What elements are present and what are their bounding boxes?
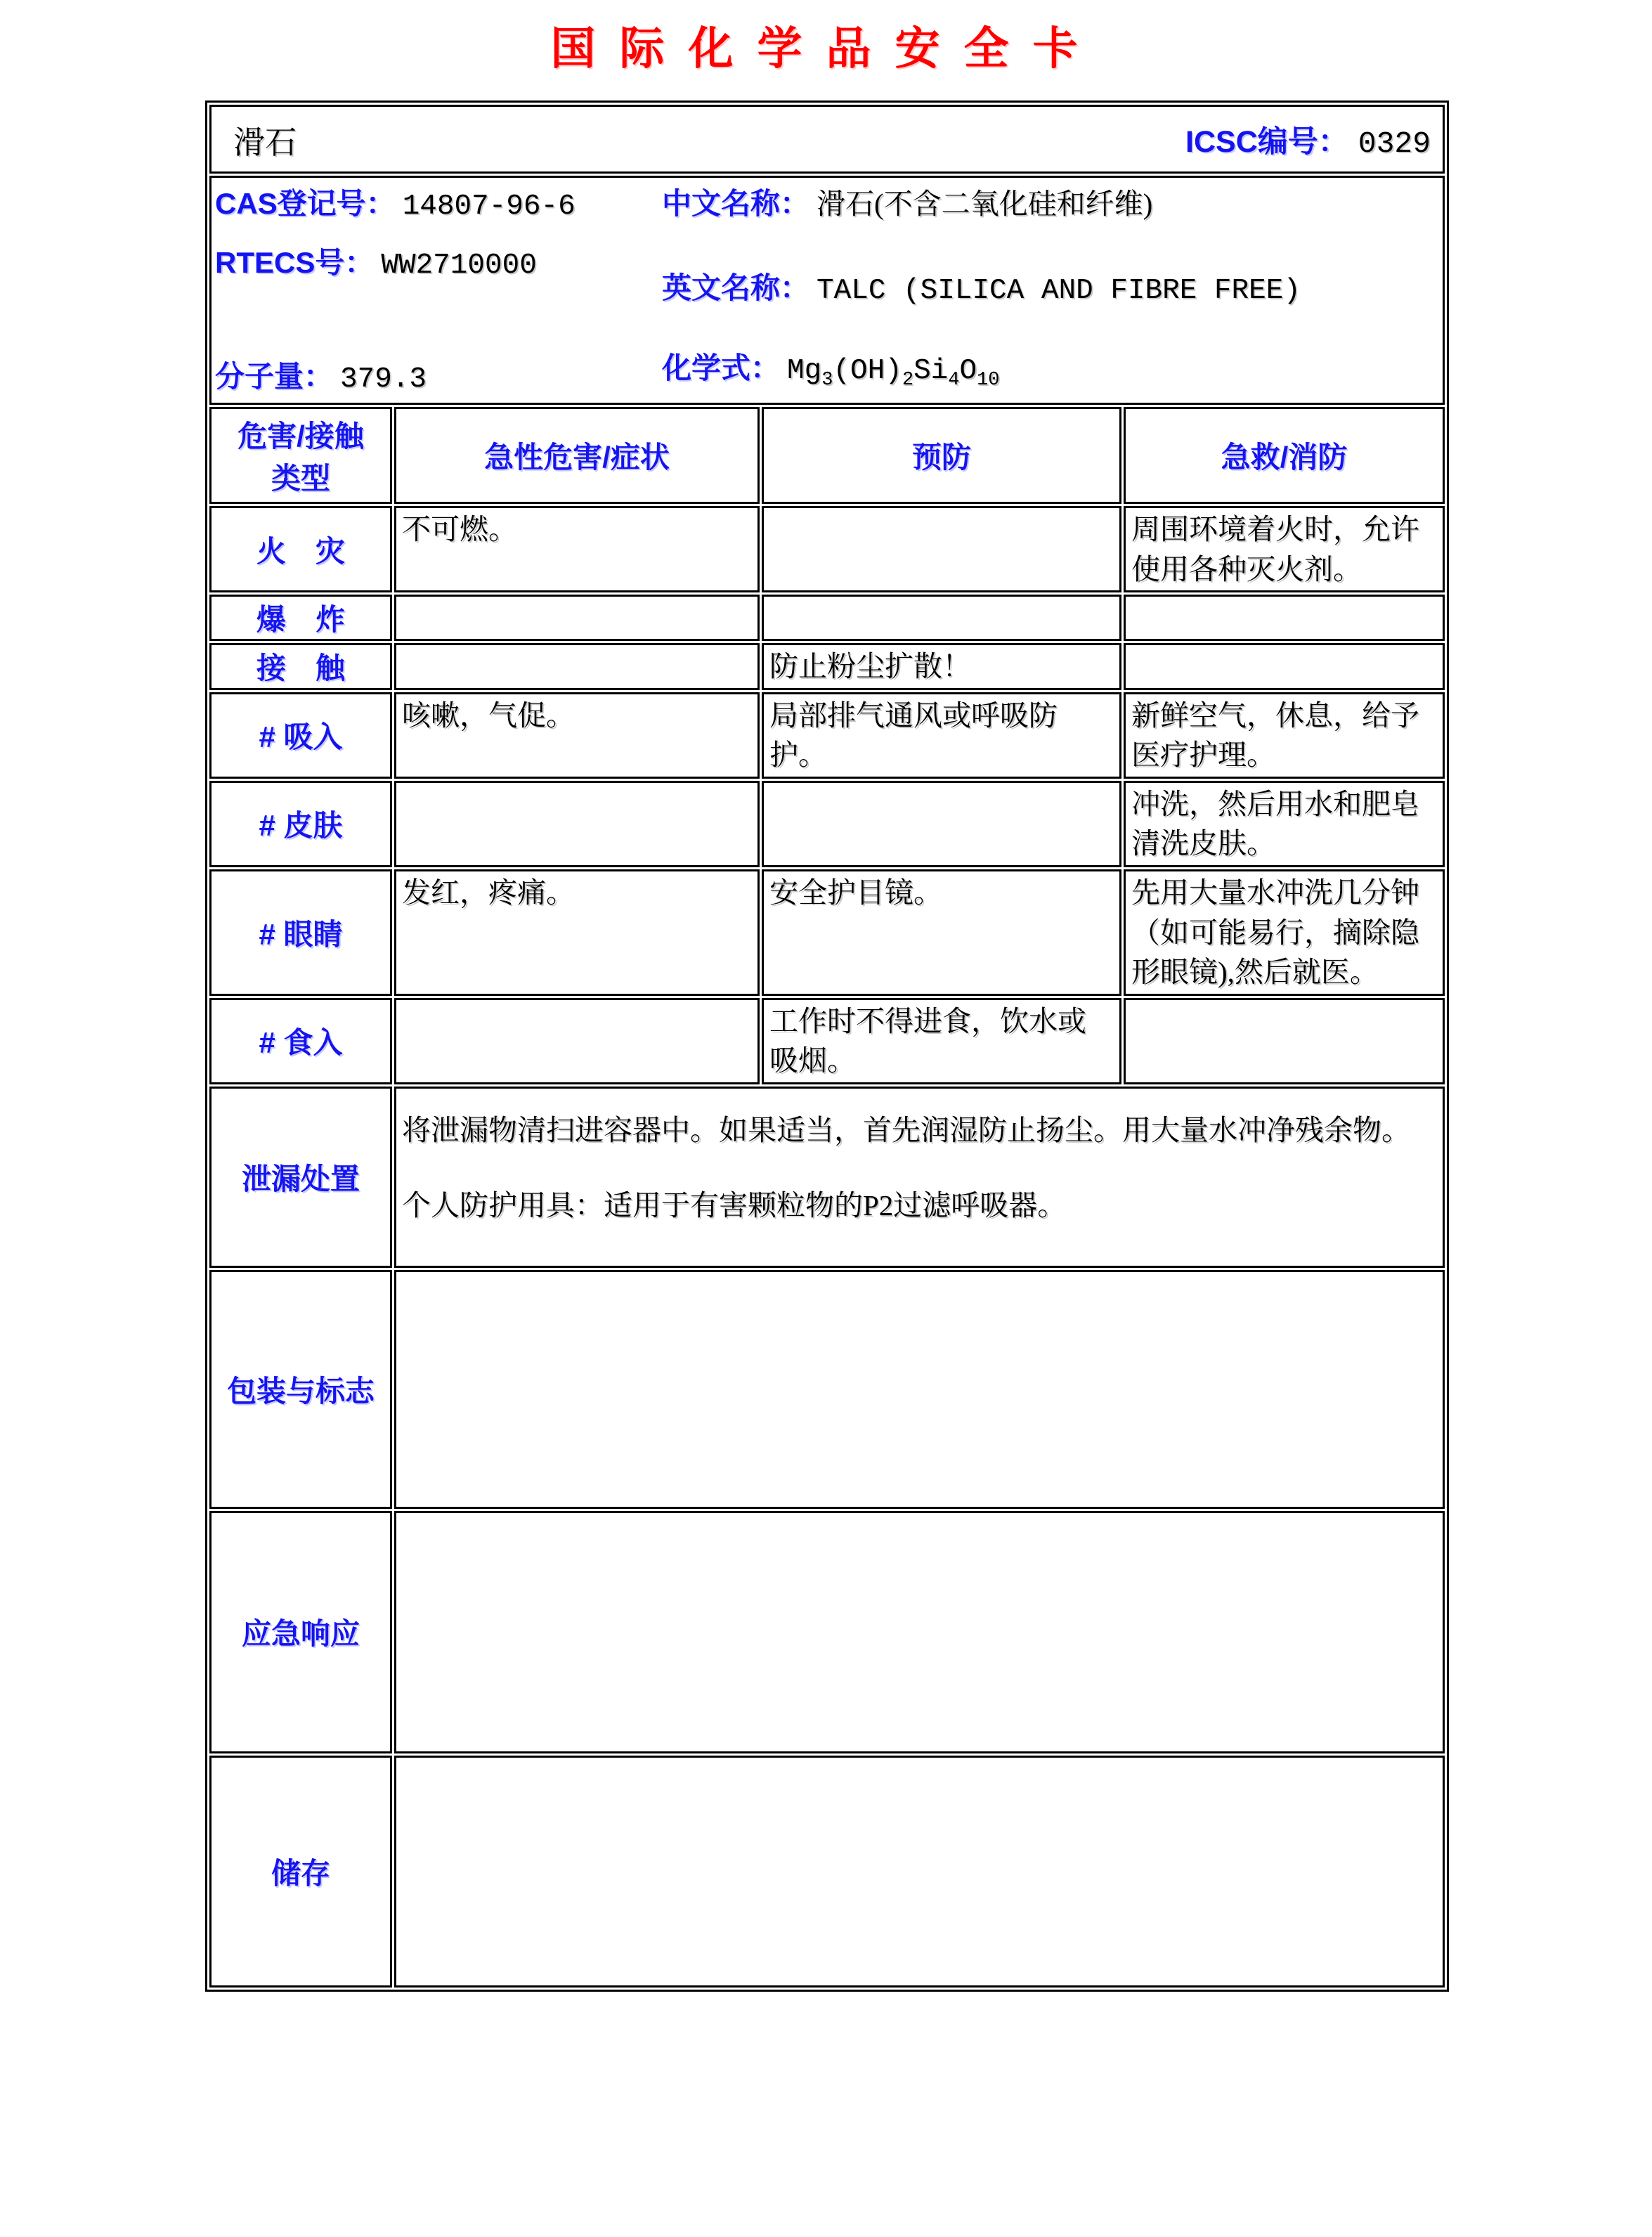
exposure-prevention: 防止粉尘扩散！ bbox=[762, 643, 1121, 690]
section-row-storage bbox=[209, 1756, 1445, 1988]
icsc-number-group bbox=[1185, 118, 1431, 161]
name-flex bbox=[212, 117, 1442, 162]
eyes-symptoms: 发红，疼痛。 bbox=[394, 869, 760, 996]
section-content-packaging bbox=[394, 1270, 1445, 1509]
chinese-name-line bbox=[662, 186, 1442, 229]
fire-firstaid: 周围环境着火时，允许使用各种灭火剂。 bbox=[1124, 506, 1445, 592]
identifiers-right bbox=[662, 179, 1442, 402]
rtecs-line bbox=[215, 245, 662, 288]
formula-line bbox=[662, 350, 1442, 394]
skin-symptoms bbox=[394, 781, 760, 867]
chinese-name-label: 中文名称： bbox=[662, 187, 810, 220]
exposure-firstaid bbox=[1124, 643, 1445, 690]
identifiers-left bbox=[215, 179, 662, 402]
icsc-number-label: ICSC编号： bbox=[1185, 124, 1348, 159]
english-name-value: TALC (SILICA AND FIBRE FREE) bbox=[817, 275, 1301, 307]
explosion-firstaid bbox=[1124, 595, 1445, 641]
icsc-table bbox=[205, 100, 1449, 1992]
substance-name: 滑石 bbox=[233, 124, 297, 160]
section-content-emergency bbox=[394, 1511, 1445, 1753]
explosion-symptoms bbox=[394, 595, 760, 641]
row-label-inhalation: # 吸入 bbox=[209, 692, 392, 779]
english-name-label: 英文名称： bbox=[662, 271, 810, 304]
section-label-spillage: 泄漏处置 bbox=[209, 1087, 392, 1268]
row-label-fire: 火 灾 bbox=[209, 506, 392, 592]
ingestion-prevention: 工作时不得进食，饮水或吸烟。 bbox=[762, 998, 1121, 1084]
row-label-eyes: # 眼睛 bbox=[209, 869, 392, 996]
rtecs-value: WW2710000 bbox=[381, 249, 537, 282]
hazard-row-inhalation bbox=[209, 692, 1445, 779]
identifiers-grid bbox=[212, 179, 1442, 402]
row-label-explosion: 爆 炸 bbox=[209, 595, 392, 641]
icsc-number-value: 0329 bbox=[1358, 126, 1431, 161]
molecular-weight-value: 379.3 bbox=[340, 363, 427, 396]
hazard-row-ingestion bbox=[209, 998, 1445, 1084]
row-label-ingestion: # 食入 bbox=[209, 998, 392, 1084]
rtecs-label: RTECS号： bbox=[215, 246, 375, 279]
inhalation-symptoms: 咳嗽，气促。 bbox=[394, 692, 760, 779]
page-title: 国际化学品安全卡 bbox=[550, 24, 1102, 74]
section-row-spillage bbox=[209, 1087, 1445, 1268]
row-label-skin: # 皮肤 bbox=[209, 781, 392, 867]
explosion-prevention bbox=[762, 595, 1121, 641]
fire-symptoms: 不可燃。 bbox=[394, 506, 760, 592]
exposure-symptoms bbox=[394, 643, 760, 690]
skin-firstaid: 冲洗，然后用水和肥皂清洗皮肤。 bbox=[1124, 781, 1445, 867]
icsc-card bbox=[205, 100, 1449, 1992]
formula-value: $Mg_3(OH)_2Si_4O_{10}$ bbox=[787, 355, 1000, 391]
english-name-line bbox=[662, 270, 1442, 313]
eyes-prevention: 安全护目镜。 bbox=[762, 869, 1121, 996]
inhalation-prevention: 局部排气通风或呼吸防护。 bbox=[762, 692, 1121, 779]
skin-prevention bbox=[762, 781, 1121, 867]
hazard-row-skin bbox=[209, 781, 1445, 867]
cas-line bbox=[215, 186, 662, 229]
section-label-emergency: 应急响应 bbox=[209, 1511, 392, 1753]
hazard-row-fire bbox=[209, 506, 1445, 592]
section-label-storage: 储存 bbox=[209, 1756, 392, 1988]
section-row-emergency bbox=[209, 1511, 1445, 1753]
cas-label: CAS登记号： bbox=[215, 187, 396, 220]
hazard-header-symptoms: 急性危害/症状 bbox=[394, 407, 760, 504]
hazard-header-prevention: 预防 bbox=[762, 407, 1121, 504]
identifiers-row bbox=[209, 176, 1445, 405]
section-label-packaging: 包装与标志 bbox=[209, 1270, 392, 1509]
hazard-header-row bbox=[209, 407, 1445, 504]
chinese-name-value: 滑石(不含二氧化硅和纤维) bbox=[817, 188, 1153, 220]
section-row-packaging bbox=[209, 1270, 1445, 1509]
hazard-row-explosion bbox=[209, 595, 1445, 641]
hazard-header-firstaid: 急救/消防 bbox=[1124, 407, 1445, 504]
cas-value: 14807-96-6 bbox=[402, 190, 575, 223]
eyes-firstaid: 先用大量水冲洗几分钟（如可能易行，摘除隐形眼镜),然后就医。 bbox=[1124, 869, 1445, 996]
row-label-exposure: 接 触 bbox=[209, 643, 392, 690]
molecular-weight-line bbox=[215, 358, 662, 402]
section-content-storage bbox=[394, 1756, 1445, 1988]
ingestion-firstaid bbox=[1124, 998, 1445, 1084]
inhalation-firstaid: 新鲜空气，休息，给予医疗护理。 bbox=[1124, 692, 1445, 779]
ingestion-symptoms bbox=[394, 998, 760, 1084]
fire-prevention bbox=[762, 506, 1121, 592]
hazard-row-eyes bbox=[209, 869, 1445, 996]
molecular-weight-label: 分子量： bbox=[215, 360, 334, 393]
formula-label: 化学式： bbox=[662, 351, 781, 384]
section-content-spillage: 将泄漏物清扫进容器中。如果适当，首先润湿防止扬尘。用大量水冲净残余物。个人防护用具：适用于有害颗粒物的P2过滤呼吸器。 bbox=[394, 1087, 1445, 1268]
hazard-header-type: 危害/接触类型 bbox=[209, 407, 392, 504]
name-row bbox=[209, 105, 1445, 174]
hazard-row-exposure bbox=[209, 643, 1445, 690]
